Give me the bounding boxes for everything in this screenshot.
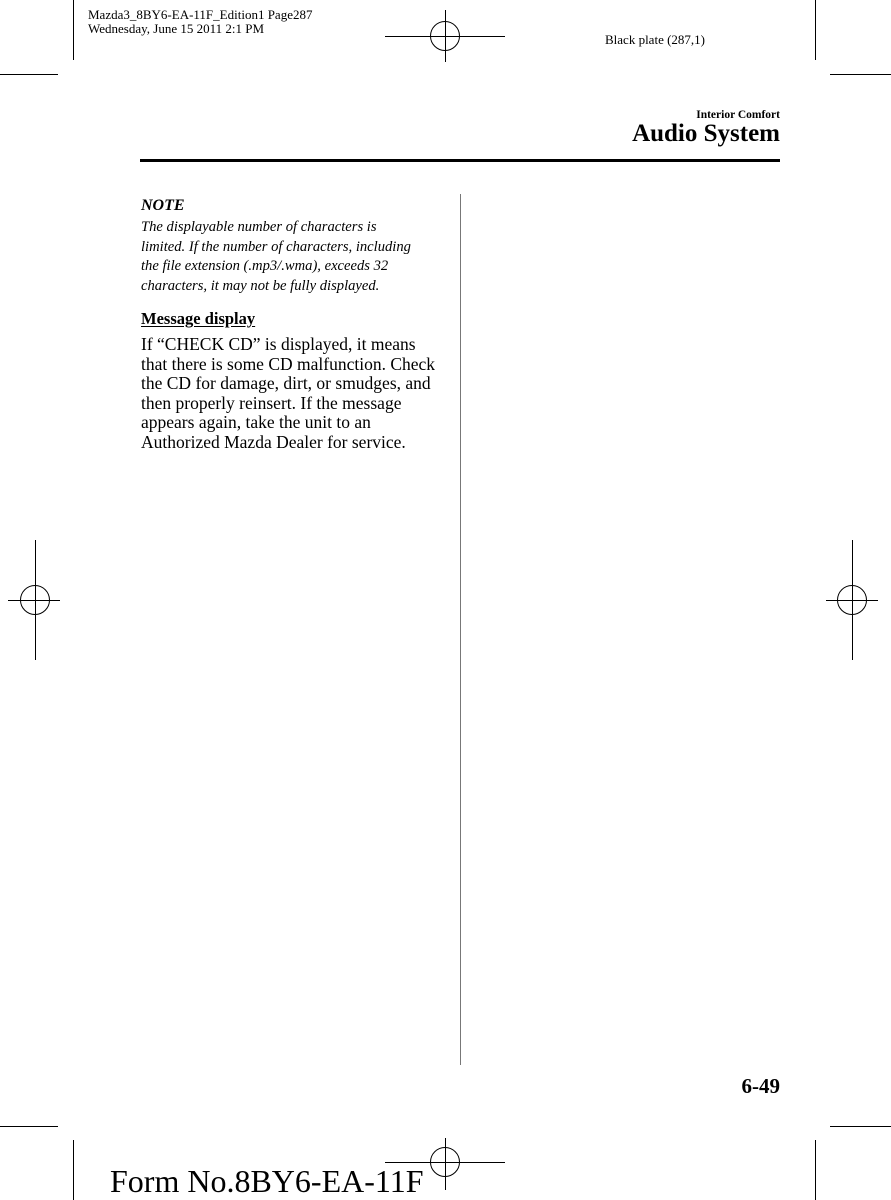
crop-mark-bottom-left-v — [73, 1140, 74, 1200]
page-number: 6-49 — [741, 1074, 780, 1098]
message-display-heading: Message display — [141, 309, 256, 328]
message-display-body: If “CHECK CD” is displayed, it means that there is some CD malfunction. Check the CD for damage, dirt, or smudges, and then properly reinsert. If the message appears again, take the unit to an Authorized Mazda Dealer for service. — [141, 334, 436, 452]
registration-mark-bottom-circle — [430, 1147, 460, 1177]
note-heading: NOTE — [141, 197, 185, 214]
column-divider — [460, 194, 461, 1065]
title-rule — [140, 159, 780, 162]
registration-mark-top-circle — [430, 21, 460, 51]
crop-mark-top-left-h — [0, 74, 58, 75]
crop-mark-top-left-v — [73, 0, 74, 60]
crop-mark-bottom-left-h — [0, 1126, 58, 1127]
section-label: Interior Comfort — [696, 109, 780, 121]
crop-mark-bottom-right-v — [815, 1140, 816, 1200]
crop-mark-bottom-right-h — [830, 1126, 891, 1127]
note-body: The displayable number of characters is limited. If the number of characters, including the file extension (.mp3/.wma), exceeds 32 characters, it may not be fully displayed. — [141, 219, 411, 294]
registration-mark-right-circle — [837, 585, 867, 615]
slug-file-line: Mazda3_8BY6-EA-11F_Edition1 Page287 — [88, 7, 313, 22]
slug-date-line: Wednesday, June 15 2011 2:1 PM — [88, 21, 265, 36]
crop-mark-top-right-v — [815, 0, 816, 60]
slug-plate: Black plate (287,1) — [605, 32, 705, 47]
crop-mark-top-right-h — [830, 74, 891, 75]
page-title: Audio System — [632, 120, 780, 147]
form-number: Form No.8BY6-EA-11F — [110, 1163, 424, 1199]
registration-mark-left-circle — [20, 585, 50, 615]
